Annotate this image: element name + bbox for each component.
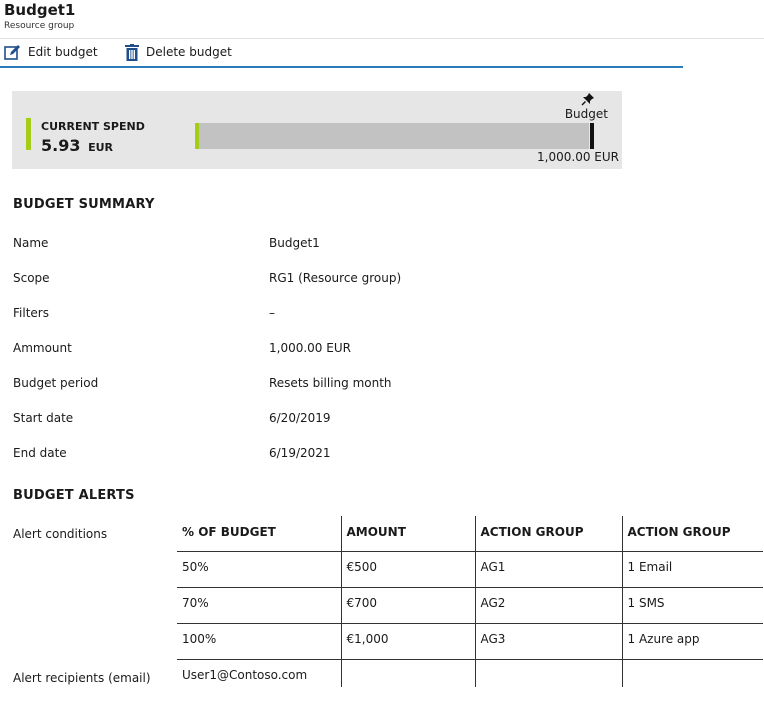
summary-value-amount: 1,000.00 EUR	[269, 341, 351, 355]
table-cell-percent: 70%	[177, 587, 341, 623]
current-spend-value	[41, 136, 113, 155]
budget-limit-value: 1,000.00 EUR	[537, 150, 619, 164]
table-cell-action: 1 Email	[622, 551, 763, 587]
column-header-action-group: ACTION GROUP	[475, 516, 622, 551]
summary-value-name: Budget1	[269, 236, 320, 250]
table-cell-action-group: AG3	[475, 623, 622, 659]
table-row	[177, 551, 763, 587]
edit-icon	[4, 44, 21, 61]
current-spend-label: CURRENT SPEND	[41, 120, 145, 133]
summary-value-filters: –	[269, 306, 275, 320]
summary-label-end-date: End date	[13, 446, 67, 460]
delete-budget-button[interactable]	[125, 42, 232, 62]
table-cell-amount: €500	[341, 551, 475, 587]
table-cell-action-group: AG2	[475, 587, 622, 623]
spend-accent-bar	[26, 118, 31, 150]
table-cell-percent: 100%	[177, 623, 341, 659]
summary-label-amount: Ammount	[13, 341, 72, 355]
current-spend-unit: EUR	[88, 141, 113, 154]
trash-icon	[125, 44, 139, 61]
column-header-action-group-2: ACTION GROUP	[622, 516, 763, 551]
edit-budget-label: Edit budget	[28, 45, 98, 59]
table-cell-action: 1 Azure app	[622, 623, 763, 659]
table-cell-recipient	[475, 659, 622, 687]
column-header-amount: AMOUNT	[341, 516, 475, 551]
table-cell-percent: 50%	[177, 551, 341, 587]
summary-label-budget-period: Budget period	[13, 376, 99, 390]
alert-recipients-label: Alert recipients (email)	[13, 671, 151, 685]
toolbar-divider	[0, 66, 683, 68]
summary-label-name: Name	[13, 236, 49, 250]
table-cell-action: 1 SMS	[622, 587, 763, 623]
summary-value-scope: RG1 (Resource group)	[269, 271, 402, 285]
budget-summary-title: BUDGET SUMMARY	[13, 197, 155, 212]
pin-icon[interactable]	[581, 91, 595, 110]
summary-value-end-date: 6/19/2021	[269, 446, 331, 460]
header-divider	[0, 38, 764, 39]
table-cell-recipient	[622, 659, 763, 687]
summary-label-filters: Filters	[13, 306, 49, 320]
summary-value-start-date: 6/20/2019	[269, 411, 331, 425]
table-cell-recipient	[341, 659, 475, 687]
budget-limit-marker	[590, 123, 594, 149]
spend-progress-fill	[195, 123, 199, 149]
alert-conditions-label: Alert conditions	[13, 527, 108, 541]
budget-alerts-title: BUDGET ALERTS	[13, 488, 135, 503]
current-spend-amount: 5.93	[41, 136, 81, 155]
summary-label-scope: Scope	[13, 271, 50, 285]
budget-tag-label: Budget	[564, 107, 608, 121]
current-spend-panel	[12, 91, 622, 169]
table-row	[177, 587, 763, 623]
edit-budget-button[interactable]	[4, 42, 98, 62]
table-header-row	[177, 516, 763, 551]
summary-value-budget-period: Resets billing month	[269, 376, 392, 390]
table-cell-amount: €700	[341, 587, 475, 623]
column-header-percent: % OF BUDGET	[177, 516, 341, 551]
alert-conditions-table	[177, 516, 763, 687]
table-row-recipients	[177, 659, 763, 687]
summary-label-start-date: Start date	[13, 411, 74, 425]
page-header	[4, 0, 75, 32]
delete-budget-label: Delete budget	[146, 45, 232, 59]
spend-progress-track	[195, 123, 589, 149]
table-cell-action-group: AG1	[475, 551, 622, 587]
table-cell-recipient: User1@Contoso.com	[177, 659, 341, 687]
page-subtitle: Resource group	[4, 21, 75, 31]
table-row	[177, 623, 763, 659]
page-title: Budget1	[4, 1, 76, 19]
table-cell-amount: €1,000	[341, 623, 475, 659]
toolbar	[0, 42, 764, 62]
